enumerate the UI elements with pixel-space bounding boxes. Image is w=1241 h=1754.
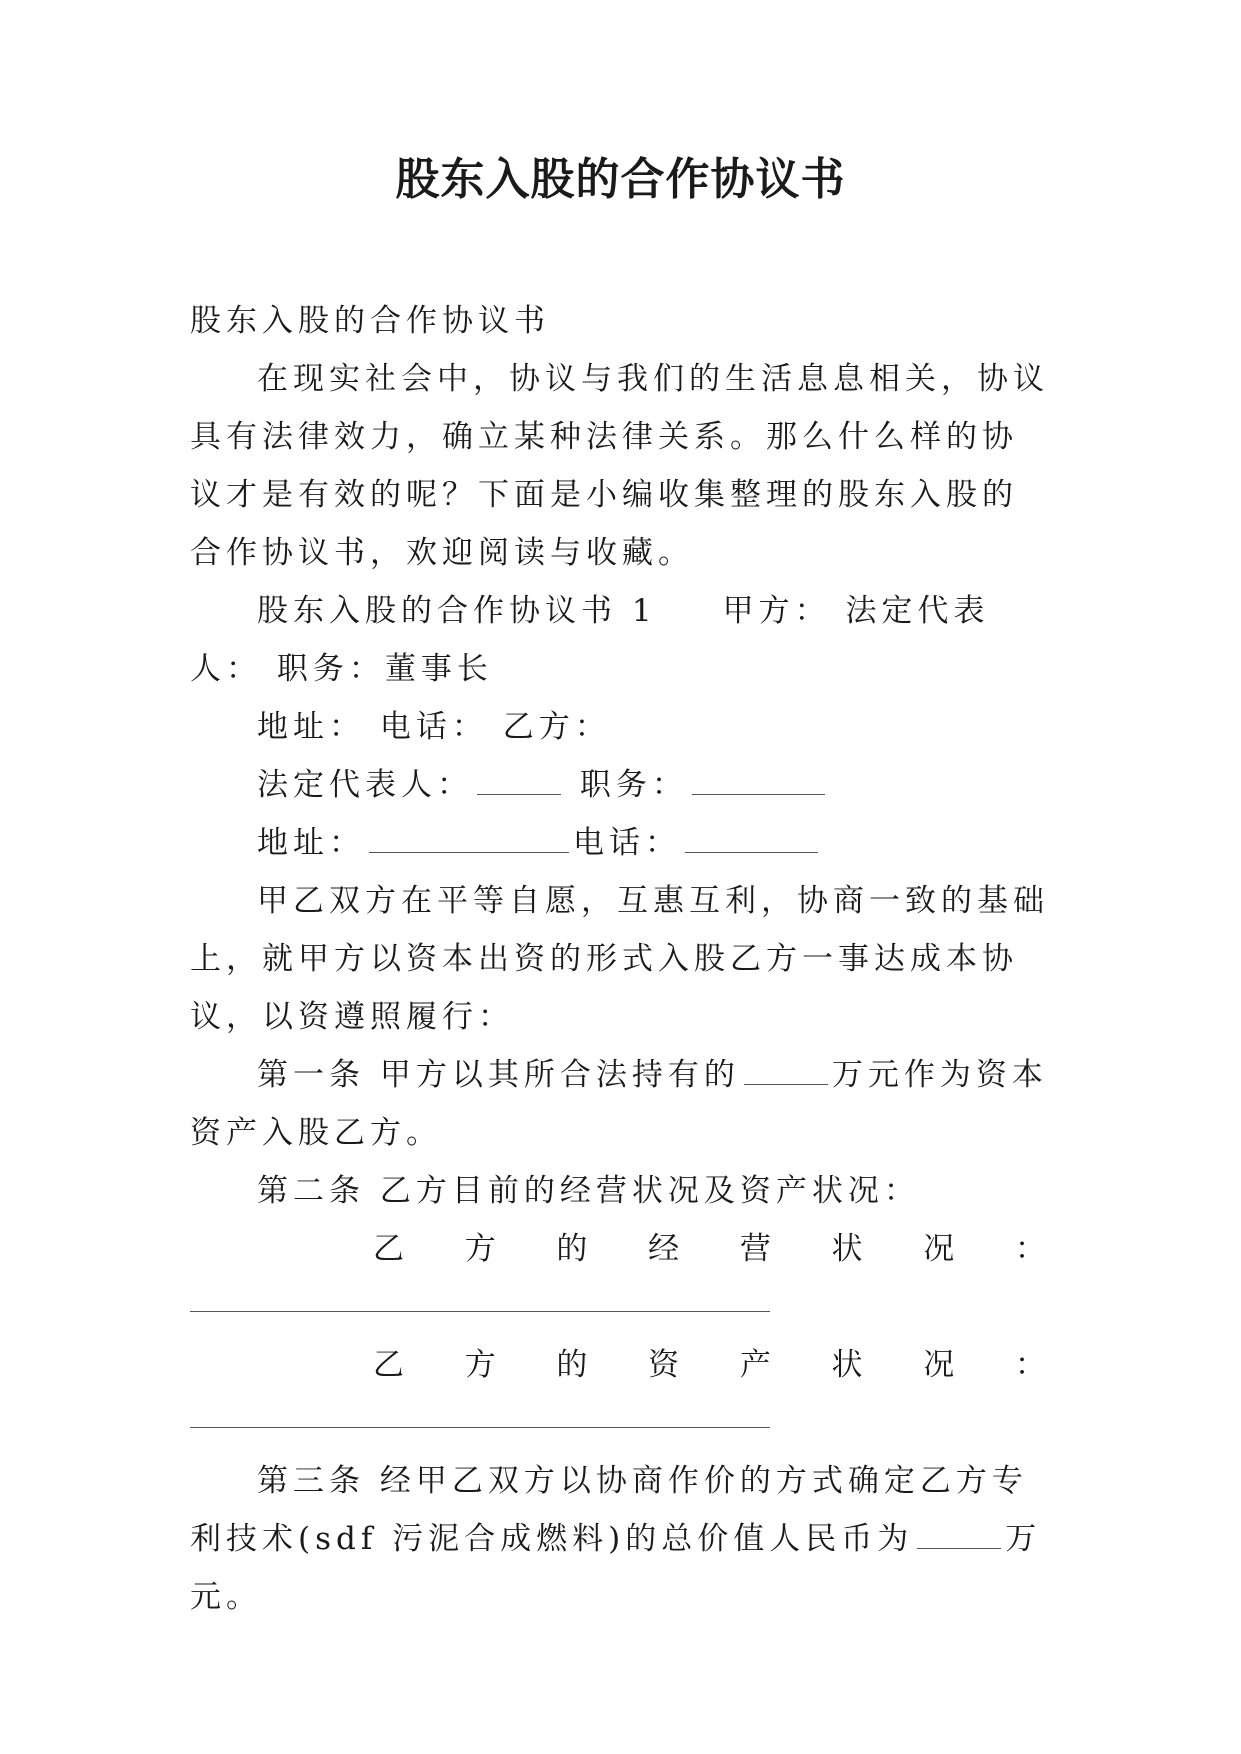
party-b-address-line [190, 814, 1050, 872]
asset-status-blank-row [190, 1394, 1050, 1452]
document-title: 股东入股的合作协议书 [395, 154, 846, 205]
intro-paragraph: 在现实社会中，协议与我们的生活息息相关，协议具有法律效力，确立某种法律关系。那么什么样的协议才是有效的呢？下面是小编收集整理的股东入股的合作协议书，欢迎阅读与收藏。 [190, 361, 1049, 571]
position-prefix: 职 [276, 651, 313, 687]
article-3-blank [917, 1518, 1001, 1549]
address-blank [369, 822, 569, 853]
subtitle: 股东入股的合作协议书 [190, 303, 550, 339]
party-contact-line [190, 698, 1050, 756]
operation-char: 状 [831, 1231, 863, 1267]
address-label-b: 地址： [257, 825, 365, 861]
asset-char: 方 [464, 1347, 496, 1383]
operation-status-row [190, 1220, 1050, 1278]
rep-blank [477, 764, 561, 795]
article-1 [190, 1046, 1050, 1162]
operation-char: 的 [556, 1231, 588, 1267]
operation-status-blank [190, 1311, 770, 1312]
position-suffix: 务：董事长 [312, 651, 493, 687]
asset-char: ： [1014, 1347, 1046, 1383]
operation-status-blank-row [190, 1278, 1050, 1336]
agreement-heading-line [190, 582, 1050, 698]
operation-char: 营 [739, 1231, 771, 1267]
preamble-paragraph: 甲乙双方在平等自愿，互惠互利，协商一致的基础上，就甲方以资本出资的形式入股乙方一事达成本协议，以资遵照履行： [190, 883, 1049, 1035]
asset-char: 乙 [373, 1347, 404, 1383]
asset-char: 状 [831, 1347, 863, 1383]
article-1-prefix: 第一条 甲方以其所合法持有的 [257, 1057, 740, 1093]
article-3-prefix: 第三条 经甲乙双方以协商作价的方式确定乙方专利技术(sdf 污泥合成燃料)的总价值人民币为 [190, 1463, 1028, 1557]
phone-label-b: 电话： [573, 825, 681, 861]
operation-char: 况 [923, 1231, 955, 1267]
party-a-label: 甲方： [722, 593, 831, 629]
operation-char: 乙 [373, 1231, 404, 1267]
asset-status-blank [190, 1427, 770, 1428]
position-label-b: 职务： [579, 767, 688, 803]
operation-char: 经 [648, 1231, 680, 1267]
document-body [190, 292, 1050, 1626]
position-blank [692, 764, 825, 795]
article-3-suffix: 万元。 [190, 1521, 1042, 1615]
operation-char: ： [1014, 1231, 1046, 1267]
article-2: 第二条 乙方目前的经营状况及资产状况： [257, 1173, 920, 1209]
party-b-rep-line [190, 756, 1050, 814]
asset-char: 的 [556, 1347, 588, 1383]
operation-char: 方 [464, 1231, 496, 1267]
article-1-suffix: 万元作为资本资产入股乙方。 [190, 1057, 1048, 1151]
phone-label-a: 电话： [379, 709, 488, 745]
agreement-heading: 股东入股的合作协议书 1 [257, 593, 657, 629]
party-b-label: 乙方： [502, 709, 611, 745]
rep-label-b: 法定代表人： [257, 767, 473, 803]
article-1-blank [744, 1054, 828, 1085]
address-label-a: 地址： [257, 709, 365, 745]
asset-char: 况 [923, 1347, 955, 1383]
asset-char: 资 [648, 1347, 680, 1383]
asset-char: 产 [739, 1347, 771, 1383]
asset-status-row [190, 1336, 1050, 1394]
article-3 [190, 1452, 1050, 1626]
phone-blank [685, 822, 818, 853]
rep-label-a: 法定代表人： [190, 593, 990, 687]
